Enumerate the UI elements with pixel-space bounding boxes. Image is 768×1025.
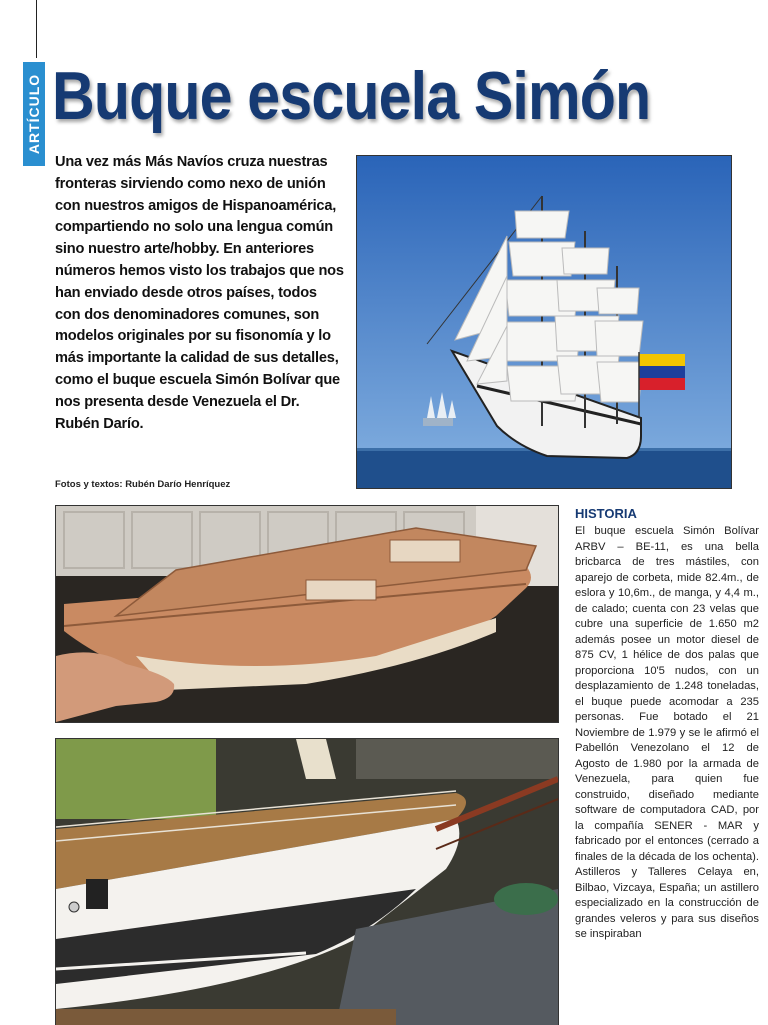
photo-model-hull <box>55 505 559 723</box>
section-tab <box>23 62 45 166</box>
intro-paragraph: Una vez más Más Navíos cruza nuestras fronteras sirviendo como nexo de unión con nuestros amigos de Hispanoamérica, compartiendo no solo una lengua común sino nuestro arte/hobby. En anteriores números hemos visto los trabajos que nos han enviado desde otros países, todos con dos denominadores comunes, son modelos originales por su fisonomía y lo más importante la calidad de sus detalles, como el buque escuela Simón Bolívar que nos presenta desde Venezuela el Dr. Rubén Darío. <box>55 154 344 432</box>
photo-credit: Fotos y textos: Rubén Darío Henríquez <box>55 479 231 490</box>
history-text: El buque escuela Simón Bolívar ARBV – BE-11, es una bella bricbarca de tres mástiles, con aparejo de corbeta, mide 82.4m., de eslora y 10,6m., de manga, y 4,4 m., de calado; cuenta con 23 velas que cubre una superficie de 1.650 m2 además posee un motor diesel de 875 CV, 1 hélice de dos palas que proporciona 10'5 nudos, con un desplazamiento de 1.248 toneladas, el buque puede acomodar a 235 personas. Fue botado el 21 Noviembre de 1.979 y se le afirmó el Pabellón Venezolano el 12 de Agosto de 1.980 por la armada de Venezuela, para quien fue construido, diseñado mediante software de computadora CAD, por la compañía SENER - MAR y fabricado por el entonces (cerrado a finales de la década de los ochenta). Astilleros y Talleres Celaya en, Bilbao, Vizcaya, España; un astillero especializado en la construcción de grandes veleros y para sus diseños se inspiraban <box>575 525 759 940</box>
photo-model-bow <box>55 738 559 1025</box>
headline: Buque escuela Simón <box>52 58 651 134</box>
section-label: ARTÍCULO <box>26 73 43 155</box>
top-rule <box>36 0 37 58</box>
history-heading: HISTORIA <box>575 506 637 521</box>
photo-sailing-ship <box>356 155 732 489</box>
